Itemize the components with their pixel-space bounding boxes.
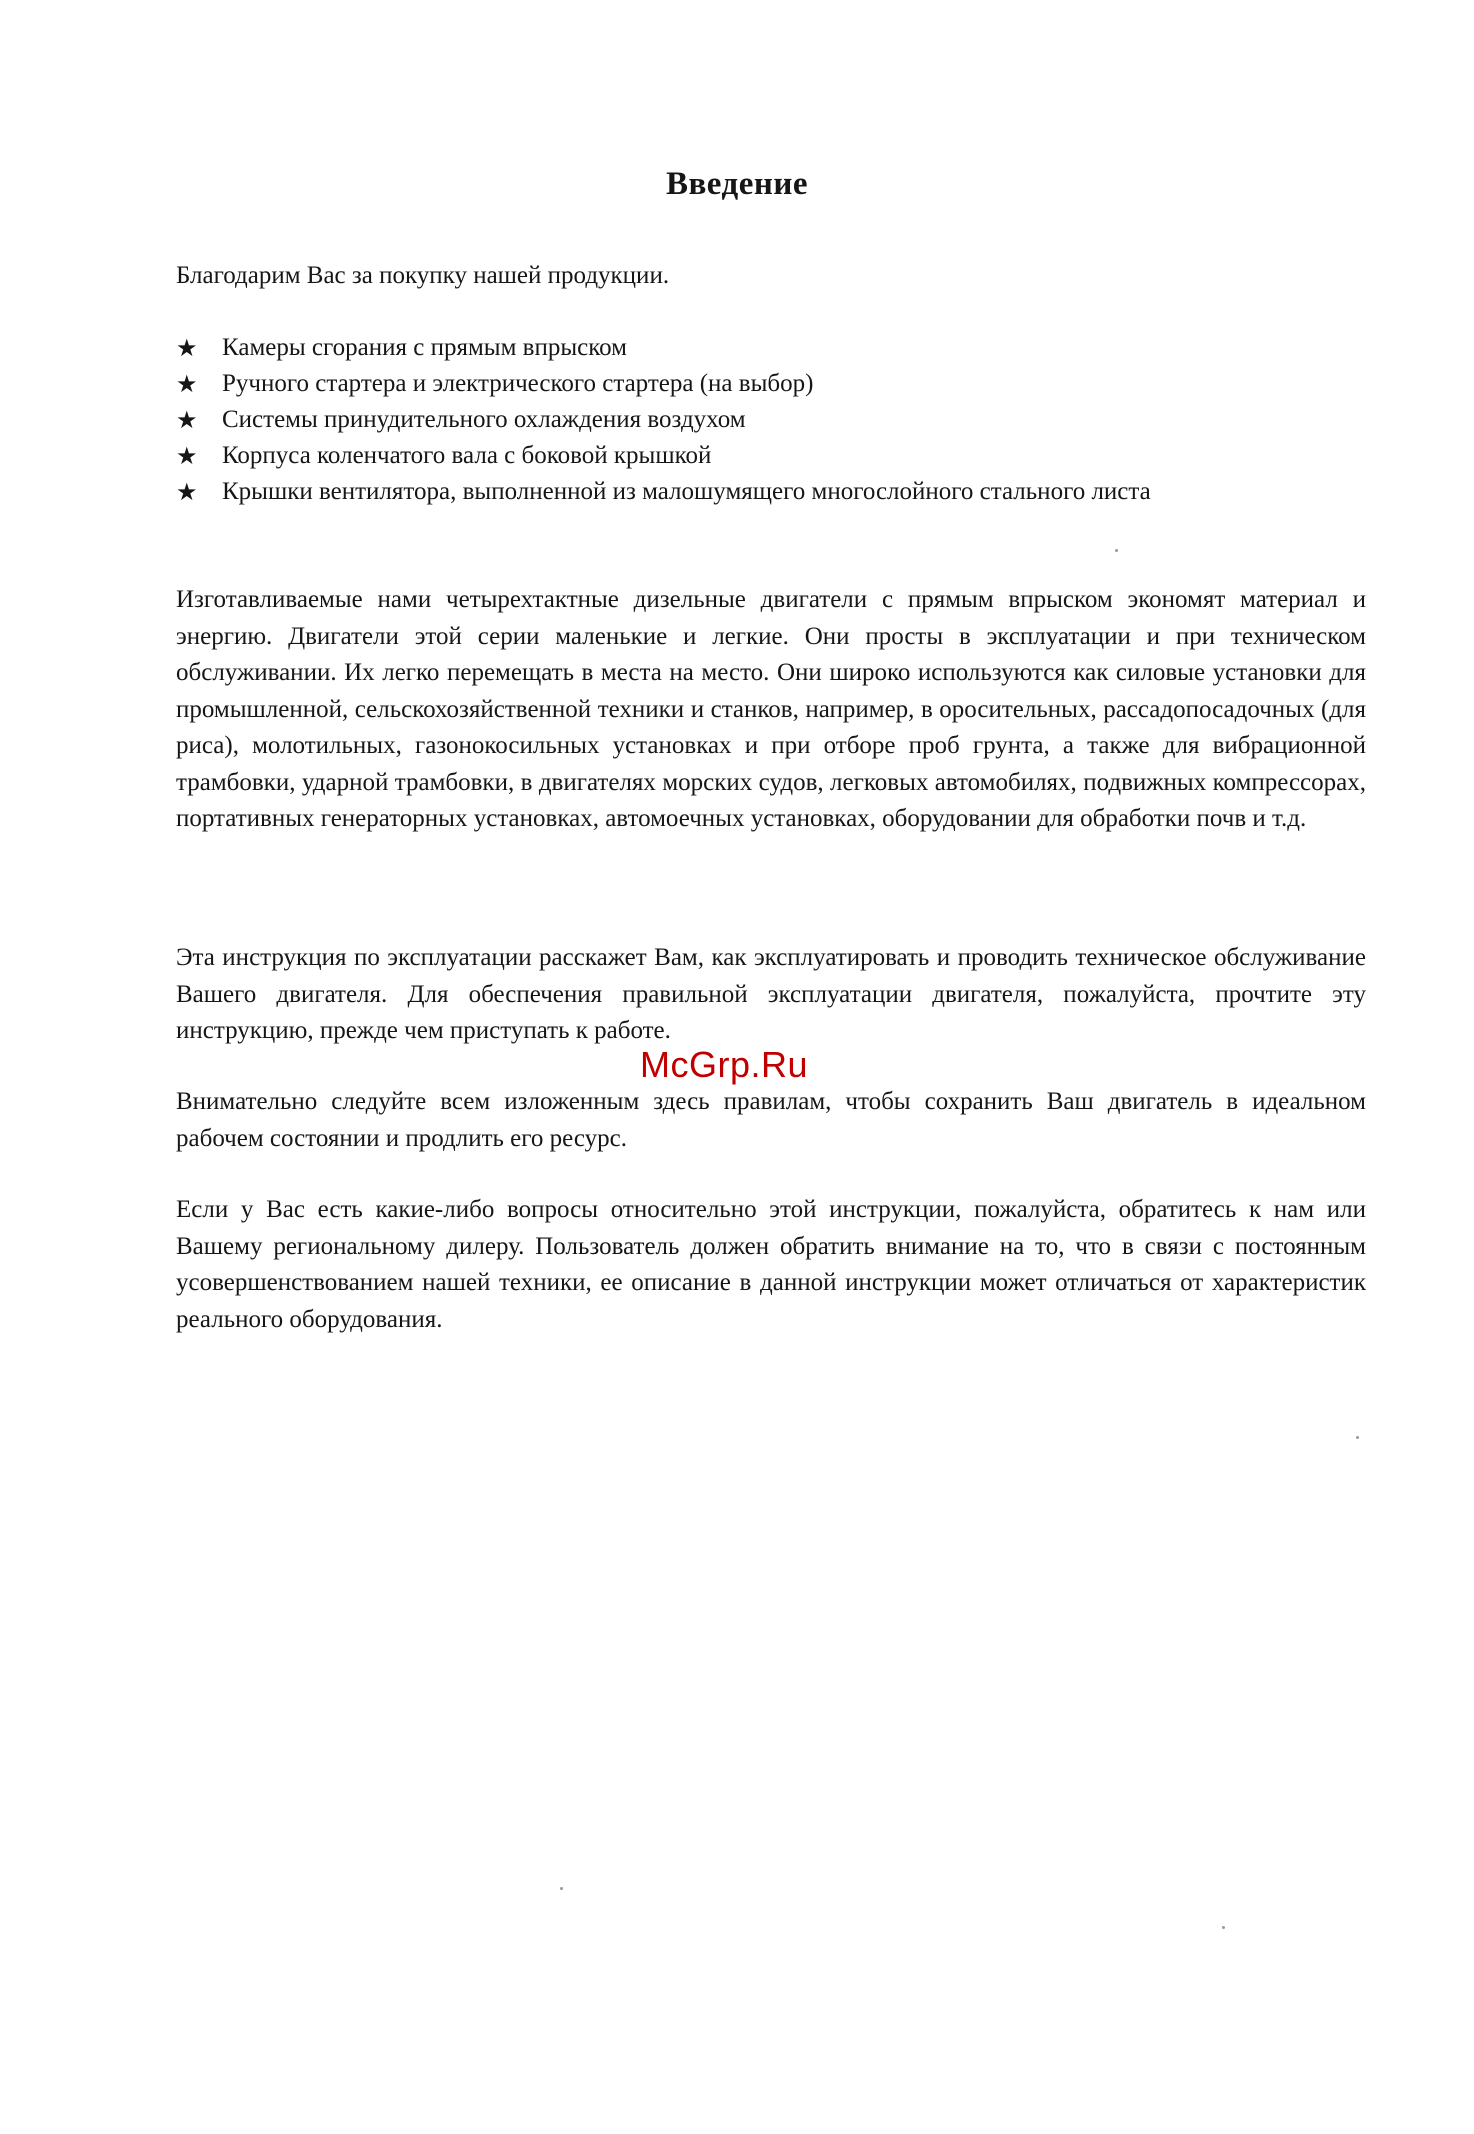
scan-speck — [1222, 1926, 1225, 1929]
scan-speck — [1115, 549, 1118, 552]
list-item — [176, 474, 1366, 510]
feature-list — [176, 330, 1366, 510]
list-item — [176, 366, 1366, 402]
list-item-text: Ручного стартера и электрического стартера (на выбор) — [222, 370, 814, 397]
list-item-text: Камеры сгорания с прямым впрыском — [222, 334, 627, 361]
star-icon: ★ — [176, 370, 198, 398]
list-item — [176, 330, 1366, 366]
list-item — [176, 438, 1366, 474]
page-title: Введение — [665, 166, 809, 202]
paragraph-engines: Изготавливаемые нами четырехтактные дизельные двигатели с прямым впрыском экономят материал и энергию. Двигатели этой серии маленькие и легкие. Они просты в эксплуатации и при техническом обслуживании. Их легко перемещать в места на место. Они широко используются как силовые установки для промышленной, сельскохозяйственной техники и станков, например, в оросительных, рассадопосадочных (для риса), молотильных, газонокосильных установках и при отборе проб грунта, а также для вибрационной трамбовки, ударной трамбовки, в двигателях морских судов, легковых автомобилях, подвижных компрессорах, портативных генераторных установках, автомоечных установках, оборудовании для обработки почв и т.д. — [176, 586, 1366, 832]
scan-speck — [1356, 1436, 1359, 1439]
star-icon: ★ — [176, 334, 198, 362]
paragraph-questions: Если у Вас есть какие-либо вопросы относительно этой инструкции, пожалуйста, обратитесь к нам или Вашему региональному дилеру. Пользователь должен обратить внимание на то, что в связи с постоянным усовершенствованием нашей техники, ее описание в данной инструкции может отличаться от характеристик реального оборудования. — [176, 1196, 1366, 1333]
star-icon: ★ — [176, 406, 198, 434]
list-item-text: Системы принудительного охлаждения воздухом — [222, 406, 746, 433]
list-item — [176, 402, 1366, 438]
star-icon: ★ — [176, 478, 198, 506]
intro-text: Благодарим Вас за покупку нашей продукции. — [176, 262, 670, 289]
watermark: McGrp.Ru — [640, 1044, 809, 1085]
paragraph-manual: Эта инструкция по эксплуатации расскажет Вам, как эксплуатировать и проводить техническое обслуживание Вашего двигателя. Для обеспечения правильной эксплуатации двигателя, пожалуйста, прочтите эту инструкцию, прежде чем приступать к работе. — [176, 944, 1366, 1044]
scan-speck — [560, 1887, 563, 1890]
star-icon: ★ — [176, 442, 198, 470]
paragraph-rules: Внимательно следуйте всем изложенным здесь правилам, чтобы сохранить Ваш двигатель в идеальном рабочем состоянии и продлить его ресурс. — [176, 1088, 1366, 1152]
list-item-text: Корпуса коленчатого вала с боковой крышкой — [222, 442, 712, 469]
list-item-text: Крышки вентилятора, выполненной из малошумящего многослойного стального листа — [222, 478, 1151, 505]
